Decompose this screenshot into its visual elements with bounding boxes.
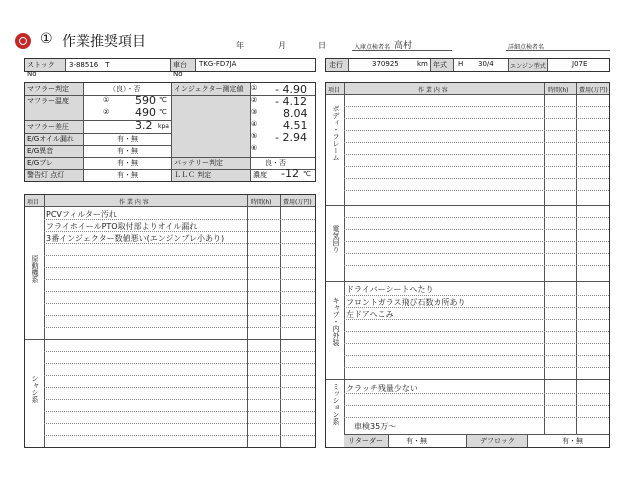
injector-no-2: ② <box>251 96 258 104</box>
muffler-temp1-value: 590 <box>135 94 156 107</box>
muffler-pressure-value: 3.2 <box>135 119 153 132</box>
left-row-2: フライホイールPTO取付部よりオイル漏れ <box>46 222 198 231</box>
injector-label: インジェクター測定値 <box>174 85 244 93</box>
injector-value-3: 8.04 <box>283 107 308 120</box>
left-section-engine-label: 原動機系 <box>31 255 39 283</box>
injector-value-5: - 2.94 <box>275 131 307 144</box>
injector-value-4: 4.51 <box>283 119 308 132</box>
muffler-judgement-value: （良）・否 <box>109 85 141 93</box>
right-col-content: 作 業 内 容 <box>418 87 448 94</box>
muffler-judgement-label: マフラー判定 <box>27 85 69 93</box>
oil-leak-value: 有・無 <box>117 135 138 143</box>
oil-leak-label: E/Gオイル漏れ <box>27 135 74 143</box>
muffler-pressure-unit: kpa <box>158 123 169 130</box>
left-col-time: 時間(h) <box>251 199 272 206</box>
injector-no-6: ⑥ <box>251 144 258 152</box>
llc-value: -12 <box>281 167 299 180</box>
muffler-temp1-unit: ℃ <box>159 96 167 104</box>
llc-unit: ℃ <box>303 170 311 178</box>
retarder-label: リターダー <box>348 437 383 445</box>
left-section-chassis-label: シャシ系 <box>31 375 39 403</box>
injector-no-5: ⑤ <box>251 132 258 140</box>
left-col-content: 作 業 内 容 <box>119 199 149 206</box>
engine-noise-value: 有・無 <box>117 147 138 155</box>
page-title: 作業推奨項目 <box>62 34 146 50</box>
left-col-cost: 費用(万円) <box>283 199 312 206</box>
right-mission-row-4: 車検35万～ <box>354 422 397 431</box>
difflock-value: 有・無 <box>562 437 583 445</box>
left-row-3: 3番インジェクター数値悪い(エンジンブレ小あり) <box>46 234 225 243</box>
muffler-temp-label: マフラー温度 <box>27 97 69 105</box>
retarder-value: 有・無 <box>406 437 427 445</box>
mileage-row <box>325 58 610 72</box>
injector-value-2: - 4.12 <box>275 95 307 108</box>
left-row-1: PCVフィルター汚れ <box>46 210 117 219</box>
injector-no-1: ① <box>251 84 258 92</box>
right-mission-row-1: クラッチ残量少ない <box>346 384 418 393</box>
year-label: 年 <box>236 41 244 50</box>
right-section-body-label: ボディ・フレーム <box>332 105 340 161</box>
engine-noise-label: E/G異音 <box>27 147 54 155</box>
right-col-cost: 費用(万円) <box>579 87 608 94</box>
chassis-value: TKG-FD7JA <box>199 60 237 68</box>
right-col-time: 時間(h) <box>548 87 569 94</box>
battery-value: 良・否 <box>265 159 286 167</box>
right-cab-row-3: 左ドアへこみ <box>346 310 394 319</box>
era-value: H <box>458 60 464 68</box>
muffler-temp2-unit: ℃ <box>159 108 167 116</box>
mileage-label: 走行 <box>326 59 348 71</box>
difflock-label: デフロック <box>480 437 515 445</box>
engine-vibe-label: E/Gブレ <box>27 159 53 167</box>
right-cab-row-1: ドライバーシートへたり <box>346 285 434 294</box>
right-col-item: 項目 <box>328 87 341 94</box>
inspector-label: 入庫点検者名 <box>354 44 391 51</box>
stock-label: ストックNo <box>25 59 65 71</box>
engine-type-value: J07E <box>572 60 588 68</box>
mileage-value: 370925 <box>372 60 399 68</box>
muffler-temp2-value: 490 <box>135 106 156 119</box>
right-section-electric-label: 電気回り <box>332 225 340 253</box>
warning-light-label: 警告灯 点灯 <box>27 171 65 179</box>
stock-chassis-row <box>24 58 316 78</box>
left-work-table <box>24 194 316 448</box>
battery-label: バッテリー判定 <box>174 159 223 167</box>
muffler-temp1-no: ① <box>103 96 110 104</box>
chassis-label: 車台No <box>171 59 195 71</box>
injector-no-4: ④ <box>251 120 258 128</box>
engine-vibe-value: 有・無 <box>117 159 138 167</box>
injector-value-1: - 4.90 <box>275 83 307 96</box>
right-section-mission-label: ミッション系 <box>332 383 340 425</box>
right-cab-row-2: フロントガラス飛び石数カ所あり <box>346 298 466 307</box>
form-number: ① <box>40 31 53 47</box>
right-section-cab-label: キャブ・内外装 <box>332 297 340 346</box>
day-label: 日 <box>318 41 326 50</box>
llc-label: ＬＬＣ 判定 <box>174 171 212 179</box>
inspection-block <box>24 82 316 182</box>
company-logo <box>15 33 31 49</box>
mileage-unit: km <box>417 60 428 68</box>
engine-type-label: エンジン型式 <box>509 59 547 71</box>
muffler-pressure-label: マフラー差圧 <box>27 123 69 131</box>
muffler-temp2-no: ② <box>103 108 110 116</box>
llc-conc-label: 濃度 <box>253 171 267 179</box>
left-col-item: 項目 <box>27 199 40 206</box>
year-model-label: 年式 <box>431 59 453 71</box>
warning-light-value: 有・無 <box>117 171 138 179</box>
stock-value: 3-88516 T <box>69 61 110 69</box>
injector-no-3: ③ <box>251 108 258 116</box>
year-model-value: 30/4 <box>478 60 494 68</box>
right-work-table <box>325 82 610 448</box>
month-label: 月 <box>278 41 286 50</box>
inspector-name: 高村 <box>394 41 413 51</box>
detail-inspector-label: 詳細点検者名 <box>508 44 545 51</box>
